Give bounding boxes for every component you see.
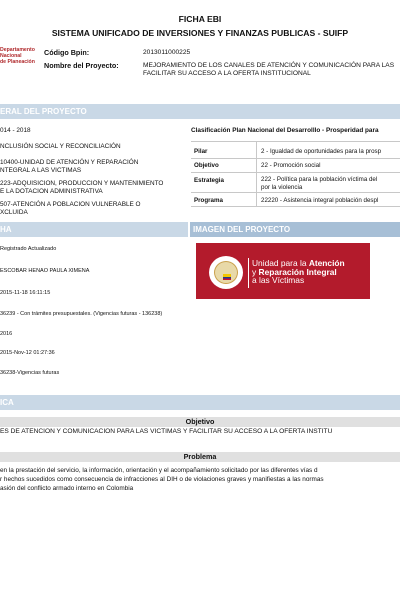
- entity-line-1: 10400-UNIDAD DE ATENCIÓN Y REPARACIÓN: [0, 159, 139, 166]
- problema-header: Problema: [0, 452, 400, 462]
- bpin-value: 2013011000225: [143, 49, 191, 56]
- tramite-year: 2016: [0, 331, 13, 337]
- section-general-title: ERAL DEL PROYECTO: [0, 107, 87, 116]
- plan-programa-label: Programa: [194, 197, 223, 204]
- plan-estrategia-value-2: por la violencia: [261, 184, 303, 191]
- problema-line-3: asión del conflicto armado interno en Colombia: [0, 485, 134, 492]
- document-subtitle: SISTEMA UNIFICADO DE INVERSIONES Y FINANZAS PUBLICAS - SUIFP: [51, 28, 349, 38]
- colombia-seal-icon: [209, 256, 243, 289]
- program-line-1: 223-ADQUISICION, PRODUCCION Y MANTENIMIENTO: [0, 180, 164, 187]
- plan-pilar-value: 2 - Igualdad de oportunidades para la prosp: [261, 148, 382, 155]
- section-problematica-header: [0, 395, 400, 410]
- logo-text-5: a las Víctimas: [252, 275, 305, 286]
- period-value: 014 - 2018: [0, 127, 31, 134]
- bpin-label: Código Bpin:: [44, 48, 90, 57]
- program-line-2: E LA DOTACION ADMINISTRATIVA: [0, 188, 103, 195]
- tramite-date-2: 2015-Nov-12 01:27:36: [0, 350, 55, 356]
- logo-text-3: y: [252, 266, 257, 277]
- plan-divider: [191, 141, 400, 142]
- plan-divider: [191, 192, 400, 193]
- logo-divider: [248, 258, 249, 288]
- logo-text-4: Reparación Integral: [258, 266, 337, 277]
- plan-col-divider: [256, 141, 257, 206]
- plan-pilar-label: Pilar: [194, 148, 208, 155]
- plan-title: Clasificación Plan Nacional del Desarrolllo - Prosperidad para: [191, 127, 379, 134]
- flag-icon: [223, 274, 231, 280]
- plan-divider: [191, 206, 400, 207]
- plan-estrategia-label: Estrategia: [194, 177, 224, 184]
- plan-programa-value: 22220 - Asistencia integral población despl: [261, 197, 379, 204]
- plan-estrategia-value: 222 - Política para la población víctima del: [261, 176, 378, 183]
- section-imagen-header: [190, 222, 400, 237]
- tramite-note-2: 36238-Vigencias futuras: [0, 370, 60, 376]
- tramite-note-1: 36239 - Con trámites presupuestales. (Vigencias futuras - 136238): [0, 311, 163, 317]
- logo-text: [252, 259, 345, 285]
- seal-inner: [214, 261, 238, 284]
- plan-objetivo-value: 22 - Promoción social: [261, 162, 321, 169]
- project-name-line-1: MEJORAMIENTO DE LOS CANALES DE ATENCIÓN Y COMUNICACIÓN PARA LAS: [143, 62, 395, 69]
- project-name-line-2: FACILITAR SU ACCESO A LA OFERTA INSTITUCIONAL: [143, 70, 311, 77]
- logo-text-1: Unidad para la: [252, 258, 307, 268]
- section-tramites-title: HA: [0, 225, 12, 234]
- tramite-person: ESCOBAR HENAO PAULA XIMENA: [0, 268, 90, 274]
- logo-text-2: Atención: [308, 258, 345, 268]
- section-general-header: [0, 104, 400, 119]
- plan-objetivo-label: Objetivo: [194, 162, 219, 169]
- subprogram-line-2: XCLUIDA: [0, 209, 28, 216]
- logo-line-1: Departamento: [0, 47, 35, 53]
- subprogram-line-1: 507-ATENCIÓN A POBLACION VULNERABLE O: [0, 201, 141, 208]
- tramite-state: Registrado Actualizado: [0, 246, 57, 252]
- objetivo-text: ES DE ATENCION Y COMUNICACION PARA LAS VICTIMAS Y FACILITAR SU ACCESO A LA OFERTA INSTITU: [0, 428, 333, 435]
- section-imagen-title: IMAGEN DEL PROYECTO: [193, 225, 291, 234]
- project-name-label: Nombre del Proyecto:: [44, 61, 119, 70]
- plan-divider: [191, 158, 400, 159]
- problema-line-2: r hechos sucedidos como consecuencia de infracciones al DIH o de violaciones graves y manifiestas a las normas: [0, 476, 324, 483]
- section-problematica-title: ICA: [0, 398, 14, 407]
- logo-line-3: de Planeación: [0, 59, 35, 65]
- document-title: FICHA EBI: [178, 14, 222, 24]
- objetivo-header: Objetivo: [0, 417, 400, 427]
- entity-line-2: NTEGRAL A LAS VICTIMAS: [0, 167, 82, 174]
- plan-divider: [191, 172, 400, 173]
- section-tramites-header: [0, 222, 188, 237]
- tramite-date-1: 2015-11-18 16:11:15: [0, 290, 51, 296]
- logo-line-2: Nacional: [0, 53, 22, 59]
- dnp-logo: [0, 47, 40, 65]
- sector-value: NCLUSIÓN SOCIAL Y RECONCILIACIÓN: [0, 143, 121, 150]
- problema-line-1: en la prestación del servicio, la información, orientación y el acompañamiento solicitado por las diferentes vías d: [0, 467, 318, 474]
